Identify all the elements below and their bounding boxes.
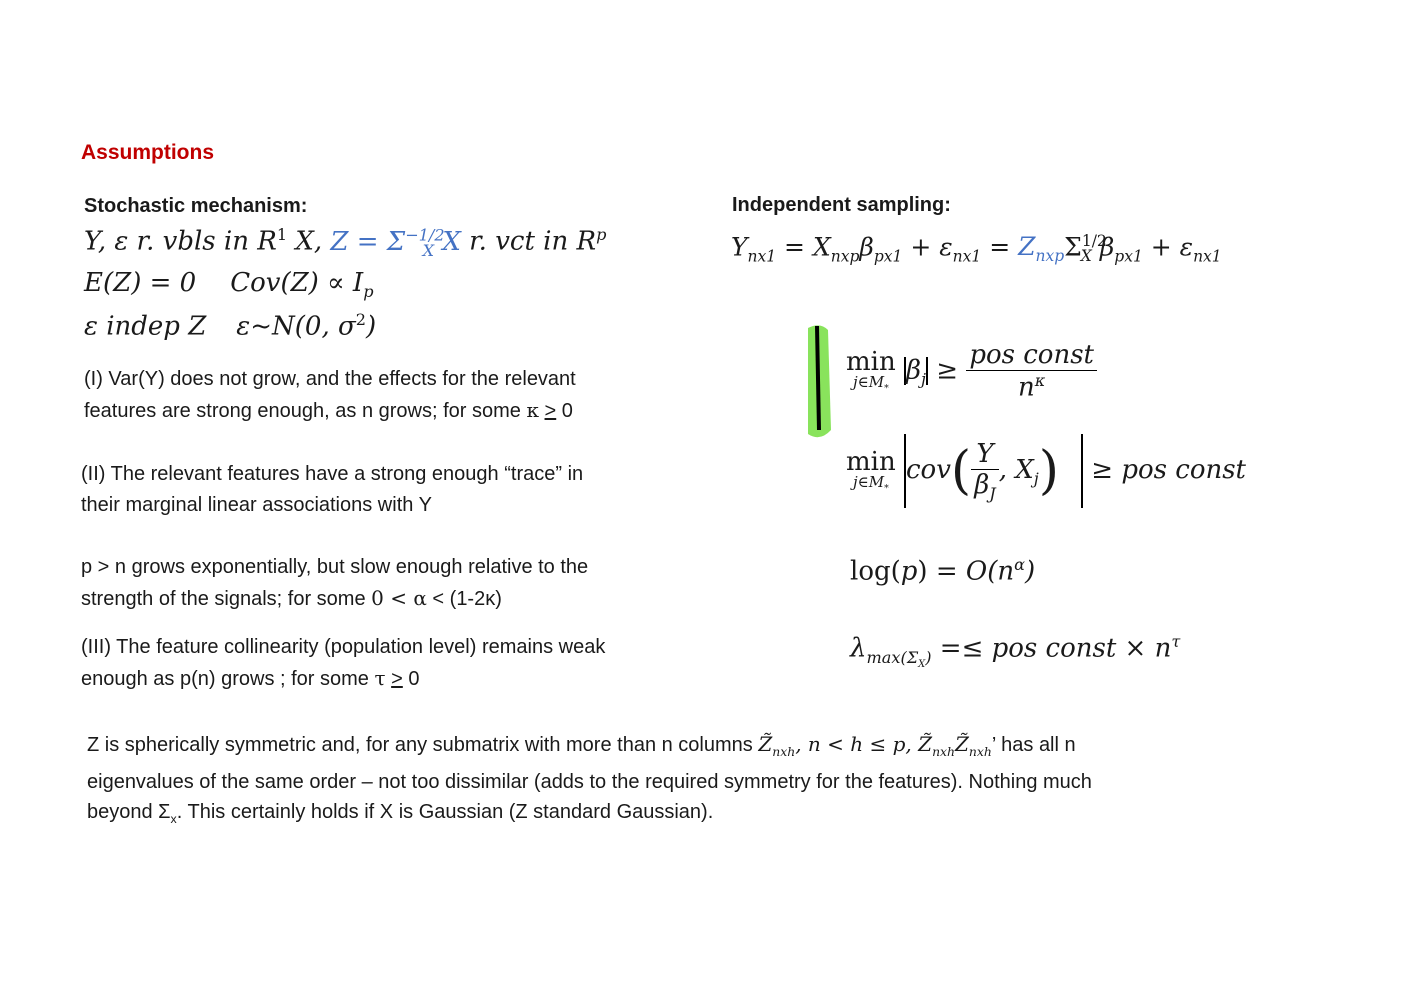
condition-II-line1: (II) The relevant features have a strong enough “trace” in (81, 463, 584, 485)
footer-line2: eigenvalues of the same order – not too dissimilar (adds to the required symmetry for the features). Nothing much (87, 771, 1092, 793)
formula-log-p: $\log(p) = O(n^\alpha)$ (850, 555, 1036, 587)
fraction-pos-const: $\frac{\text{pos const}}{n^\kappa}$ (966, 340, 1097, 403)
eq-sampling-model: $Y_{nx1} = X_{nxp}\beta_{px1} + \varepsilon_{nx1} = Z_{nxp}\Sigma^{1/2}_X$ $\beta_{px1} + \varepsilon_{nx1}$ (731, 232, 1222, 266)
highlighter-mark (798, 320, 838, 444)
min-operator: min $j\in M_*$ (846, 446, 896, 494)
condition-III-line2: enough as p(n) grows ; for some τ > 0 (81, 666, 420, 690)
highlighter-bar (817, 326, 819, 430)
stochastic-header: Stochastic mechanism: (84, 195, 308, 217)
condition-p-line2: strength of the signals; for some 0 < α < (1-2κ) (81, 586, 502, 610)
footer-line3: beyond $\Sigma_x$. This certainly holds if X is Gaussian (Z standard Gaussian). (87, 801, 714, 826)
formula-lambda-max: $\lambda_{max(\Sigma_X)}$ =≤ pos const × $n^\tau$ (850, 632, 1181, 671)
fraction-y-beta: $\frac{Y}{\beta_J}$ (971, 439, 999, 503)
footer-note (87, 729, 1092, 834)
eq-random-variables: Y, ε r. vbls in $R^1$ X, $Z = \Sigma^{-1/2}_X$ X r. vct in $R^p$ (84, 225, 607, 260)
formula-min-cov: min $j\in M_*$ cov( $\frac{Y}{\beta_J}$ , $X_j$) ≥ pos const (846, 434, 1246, 508)
footer-line1: Z is spherically symmetric and, for any submatrix with more than n columns $Z̃_{nxh}$, n < h ≤ p, $Z̃_{nxh}Z̃_{nxh}$’ has all n (87, 732, 1076, 759)
condition-II-line2: their marginal linear associations with Y (81, 494, 432, 516)
eq-moments: E(Z) = 0 $Cov(Z) \propto I_p$ (84, 268, 374, 302)
condition-II (81, 459, 583, 521)
page-title: Assumptions (81, 141, 215, 164)
condition-I (84, 364, 576, 427)
condition-p (81, 552, 588, 615)
condition-I-line1: (I) Var(Y) does not grow, and the effects for the relevant (84, 368, 576, 390)
condition-I-line2: features are strong enough, as n grows; for some κ > 0 (84, 398, 573, 422)
eq-noise: ε indep Z ε~N(0, $\sigma^2$) (84, 310, 377, 342)
condition-III (81, 632, 605, 695)
min-operator: min $j\in M_*$ (846, 347, 896, 395)
formula-min-beta: min $j\in M_*$ $\beta_j$ ≥ $\frac{\text{pos const}}{n^\kappa}$ (846, 340, 1097, 403)
sampling-header: Independent sampling: (732, 194, 951, 216)
condition-p-line1: p > n grows exponentially, but slow enough relative to the (81, 556, 589, 578)
condition-III-line1: (III) The feature collinearity (population level) remains weak (81, 636, 606, 658)
